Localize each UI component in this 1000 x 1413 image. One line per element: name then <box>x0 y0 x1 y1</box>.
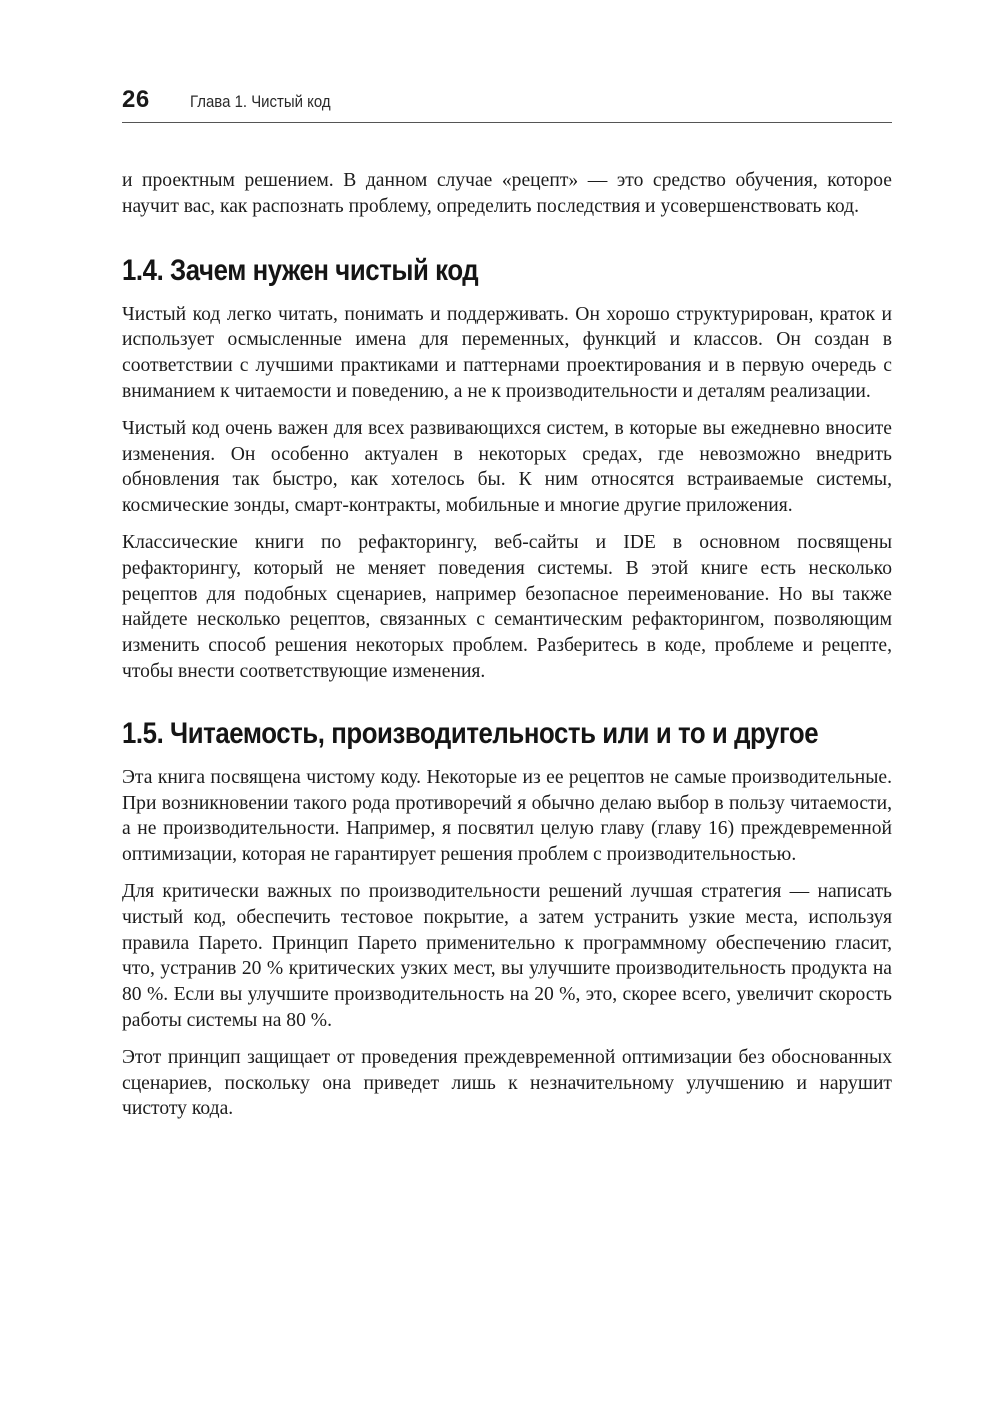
intro-paragraph: и проектным решением. В данном случае «рецепт» — это средство обучения, которое научит вас, как распознать проблему, определить последствия и усовершенствовать код. <box>122 170 892 217</box>
section-heading: 1.4. Зачем нужен чистый код <box>122 253 479 287</box>
paragraph: Чистый код легко читать, понимать и поддерживать. Он хорошо структурирован, краток и использует осмысленные имена для переменных, функций и классов. Он создан в соответствии с лучшими практиками и паттернами проектирования и в первую очередь с вниманием к читаемости и поведению, а не к производительности и деталям реализации. <box>122 303 892 402</box>
section-heading: 1.5. Читаемость, производительность или и то и другое <box>122 716 819 750</box>
paragraph: Эта книга посвящена чистому коду. Некоторые из ее рецептов не самые производительные. При возникновении такого рода противоречий я обычно делаю выбор в пользу читаемости, а не производительности. Например, я посвятил целую главу (главу 16) преждевременной оптимизации, которая не гарантирует решения проблем с производительностью. <box>122 766 892 866</box>
page-header <box>122 86 892 123</box>
page-number: 26 <box>122 86 150 113</box>
page-body <box>122 168 892 1133</box>
paragraph: Чистый код очень важен для всех развивающихся систем, в которые вы ежедневно вносите изменения. Он особенно актуален в некоторых средах, где невозможно внедрить обновления так быстро, как хотелось бы. К ним относятся встраиваемые системы, космические зонды, смарт-контракты, мобильные и многие другие приложения. <box>122 417 892 517</box>
paragraph: Для критически важных по производительности решений лучшая стратегия — написать чистый код, обеспечить тестовое покрытие, а затем устранить узкие места, используя правила Парето. Принцип Парето применительно к программному обеспечению гласит, что, устранив 20 % критических узких мест, вы улучшите производительность продукта на 80 %. Если вы улучшите производительность на 20 %, это, скорее всего, увеличит скорость работы системы на 80 %. <box>122 880 892 1031</box>
section-1-4-heading-wrap <box>122 254 892 288</box>
section-1-5-heading-wrap <box>122 717 892 751</box>
paragraph: Классические книги по рефакторингу, веб-сайты и IDE в основном посвящены рефакторингу, который не меняет поведения системы. В этой книге есть несколько рецептов для подобных сценариев, например безопасное переименование. Но вы также найдете несколько рецептов, связанных с семантическим рефакторингом, позволяющим изменить способ решения некоторых проблем. Разберитесь в коде, проблеме и рецепте, чтобы внести соответствующие изменения. <box>122 531 892 682</box>
paragraph: Этот принцип защищает от проведения преждевременной оптимизации без обоснованных сценариев, поскольку она приведет лишь к незначительному улучшению и нарушит чистоту кода. <box>122 1046 892 1120</box>
running-title: Глава 1. Чистый код <box>189 92 331 111</box>
